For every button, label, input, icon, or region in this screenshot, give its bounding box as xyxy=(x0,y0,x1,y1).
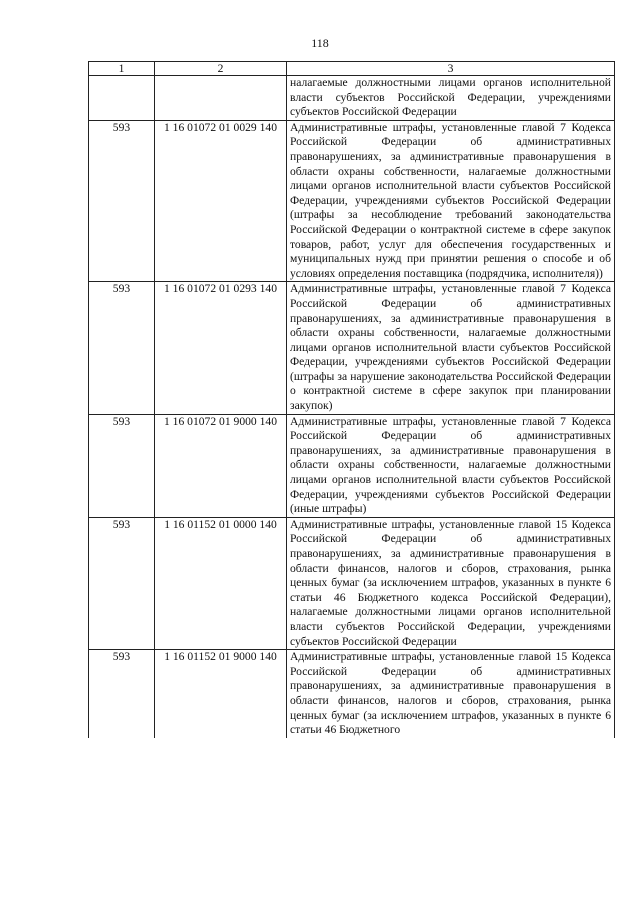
kbk-code-cell: 1 16 01072 01 9000 140 xyxy=(155,414,287,517)
admin-code-cell: 593 xyxy=(89,517,155,649)
table-row xyxy=(89,76,615,121)
table-header-row xyxy=(89,62,615,76)
page-number: 118 xyxy=(311,36,329,50)
table-row xyxy=(89,282,615,414)
column-header-1: 1 xyxy=(89,62,155,76)
table-row xyxy=(89,120,615,282)
admin-code-cell xyxy=(89,76,155,121)
admin-code-cell: 593 xyxy=(89,650,155,738)
description-cell: Административные штрафы, установленные главой 15 Кодекса Российской Федерации об административных правонарушениях, за административные правонарушения в области финансов, налогов и сборов, страхования, рынка ценных бумаг (за исключением штрафов, указанных в пункте 6 статьи 46 Бюджетного xyxy=(287,650,615,738)
kbk-code-cell: 1 16 01072 01 0029 140 xyxy=(155,120,287,282)
description-cell: Административные штрафы, установленные главой 7 Кодекса Российской Федерации об административных правонарушениях, за административные правонарушения в области охраны собственности, налагаемые должностными лицами органов исполнительной власти субъектов Российской Федерации, учреждениями субъектов Российской Федерации (штрафы за несоблюдение требований законодательства Российской Федерации о контрактной системе в сфере закупок товаров, работ, услуг для обеспечения государственных и муниципальных нужд при принятии решения о способе и об условиях определения поставщика (подрядчика, исполнителя)) xyxy=(287,120,615,282)
description-cell: Административные штрафы, установленные главой 15 Кодекса Российской Федерации об административных правонарушениях, за административные правонарушения в области финансов, налогов и сборов, страхования, рынка ценных бумаг (за исключением штрафов, указанных в пункте 6 статьи 46 Бюджетного кодекса Российской Федерации), налагаемые должностными лицами органов исполнительной власти субъектов Российской Федерации, учреждениями субъектов Российской Федерации xyxy=(287,517,615,649)
admin-code-cell: 593 xyxy=(89,120,155,282)
description-cell: Административные штрафы, установленные главой 7 Кодекса Российской Федерации об административных правонарушениях, за административные правонарушения в области охраны собственности, налагаемые должностными лицами органов исполнительной власти субъектов Российской Федерации, учреждениями субъектов Российской Федерации (штрафы за нарушение законодательства Российской Федерации о контрактной системе в сфере закупок при планировании закупок) xyxy=(287,282,615,414)
table-row xyxy=(89,650,615,738)
column-header-3: 3 xyxy=(287,62,615,76)
kbk-code-cell xyxy=(155,76,287,121)
kbk-code-cell: 1 16 01152 01 0000 140 xyxy=(155,517,287,649)
table-row xyxy=(89,517,615,649)
description-cell: налагаемые должностными лицами органов исполнительной власти субъектов Российской Федерации, учреждениями субъектов Российской Федерации xyxy=(287,76,615,121)
admin-code-cell: 593 xyxy=(89,282,155,414)
kbk-code-cell: 1 16 01152 01 9000 140 xyxy=(155,650,287,738)
table-row xyxy=(89,414,615,517)
column-header-2: 2 xyxy=(155,62,287,76)
admin-code-cell: 593 xyxy=(89,414,155,517)
kbk-code-cell: 1 16 01072 01 0293 140 xyxy=(155,282,287,414)
description-cell: Административные штрафы, установленные главой 7 Кодекса Российской Федерации об административных правонарушениях, за административные правонарушения в области охраны собственности, налагаемые должностными лицами органов исполнительной власти субъектов Российской Федерации, учреждениями субъектов Российской Федерации (иные штрафы) xyxy=(287,414,615,517)
budget-classification-table xyxy=(88,61,615,738)
